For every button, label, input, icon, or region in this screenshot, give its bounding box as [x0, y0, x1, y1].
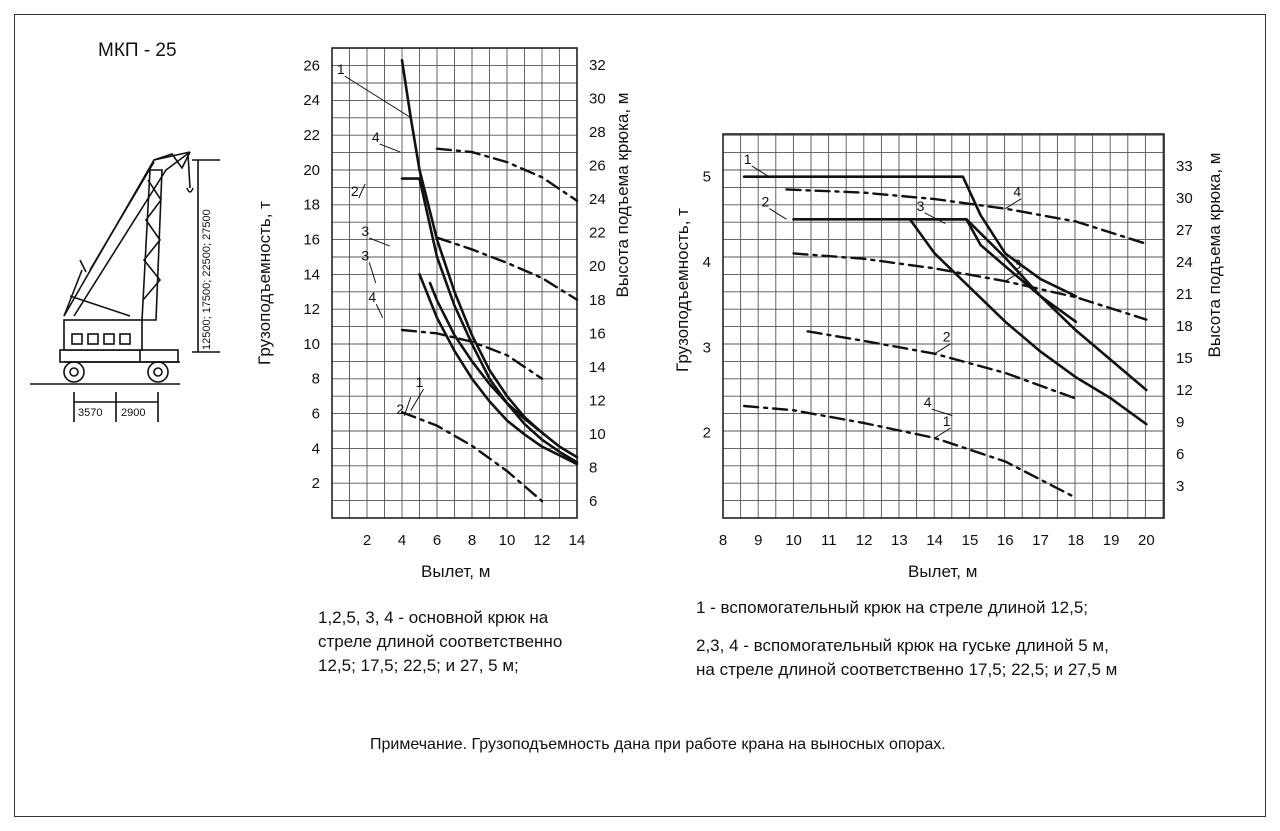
x-tick-label: 10 — [498, 532, 516, 549]
y-right-tick-label: 20 — [589, 258, 606, 276]
y-right-tick-label: 28 — [589, 123, 606, 141]
y-right-axis-label: Высота подъема крюка, м — [1205, 152, 1224, 358]
x-tick-label: 9 — [754, 532, 763, 549]
y-right-tick-label: 16 — [589, 325, 606, 343]
y-right-tick-label: 12 — [589, 392, 606, 410]
y-tick-label: 12 — [303, 301, 320, 319]
series-label-capacity-3: 3 — [916, 197, 925, 214]
series-label-height-2: 2 — [942, 328, 951, 345]
x-tick-label: 14 — [926, 532, 944, 549]
y-right-tick-label: 26 — [589, 157, 606, 175]
y-right-axis-label: Высота подъема крюка, м — [613, 92, 632, 298]
series-label-height-4: 4 — [371, 129, 380, 145]
x-axis-label: Вылет, м — [421, 562, 491, 581]
x-tick-label: 14 — [568, 532, 586, 549]
series-height-2 — [808, 328, 1076, 398]
series-label-leader-height-4 — [1005, 199, 1021, 209]
y-right-tick-label: 22 — [589, 224, 606, 242]
series-label-height-3: 3 — [361, 223, 370, 239]
y-right-tick-label: 24 — [589, 191, 606, 209]
y-right-tick-label: 18 — [589, 291, 606, 309]
x-tick-label: 2 — [362, 532, 372, 549]
y-right-tick-label: 21 — [1176, 286, 1193, 303]
x-tick-label: 15 — [961, 532, 979, 549]
y-right-tick-label: 32 — [589, 56, 606, 74]
footnote: Примечание. Грузоподъемность дана при работе крана на выносных опорах. — [370, 736, 946, 753]
plot-frame — [723, 134, 1164, 518]
y-tick-label: 3 — [702, 339, 711, 357]
y-right-tick-label: 12 — [1176, 382, 1193, 399]
y-tick-label: 18 — [303, 196, 320, 214]
caption-right-spacer — [696, 620, 1117, 634]
series-label-capacity-1: 1 — [336, 61, 345, 78]
crane-dim-height: 12500; 17500; 22500; 27500 — [201, 209, 213, 350]
series-label-height-3: 3 — [1013, 256, 1022, 273]
y-tick-label: 20 — [303, 161, 320, 179]
y-right-tick-label: 14 — [589, 358, 606, 376]
y-tick-label: 6 — [311, 405, 320, 423]
series-label-capacity-3: 3 — [361, 247, 370, 264]
caption-right — [696, 596, 1117, 682]
y-tick-label: 4 — [702, 254, 711, 271]
y-right-tick-label: 3 — [1176, 478, 1185, 495]
y-tick-label: 10 — [303, 335, 320, 353]
caption-right-line: 1 - вспомогательный крюк на стреле длиной 12,5; — [696, 598, 1089, 617]
x-axis-label: Вылет, м — [908, 562, 978, 581]
series-label-height-2: 2 — [396, 400, 405, 417]
caption-left-line: 12,5; 17,5; 22,5; и 27, 5 м; — [318, 656, 519, 675]
caption-left-line: стреле длиной соответственно — [318, 632, 563, 651]
y-right-tick-label: 10 — [589, 426, 606, 444]
y-tick-label: 8 — [311, 370, 320, 388]
y-right-tick-label: 30 — [589, 90, 606, 108]
x-tick-label: 12 — [533, 532, 551, 549]
x-tick-label: 4 — [397, 532, 407, 549]
caption-right-line: на стреле длиной соответственно 17,5; 22,5; и 27,5 м — [696, 660, 1118, 679]
x-tick-label: 10 — [785, 532, 802, 549]
y-tick-label: 24 — [303, 92, 320, 110]
x-tick-label: 6 — [432, 532, 442, 549]
series-capacity-1 — [744, 177, 1076, 296]
y-tick-label: 2 — [702, 424, 711, 442]
series-height-1 — [744, 406, 1076, 498]
caption-left-line: 1,2,5, 3, 4 - основной крюк на — [318, 608, 549, 627]
series-label-leader-height-2 — [935, 344, 951, 354]
series-label-capacity-2: 2 — [350, 182, 359, 199]
y-tick-label: 2 — [311, 475, 320, 493]
series-label-capacity-4: 4 — [368, 289, 377, 306]
series-label-height-4: 4 — [1013, 183, 1022, 200]
series-label-capacity-1: 1 — [743, 150, 752, 167]
x-tick-label: 8 — [467, 532, 477, 549]
caption-right-line: 2,3, 4 - вспомогательный крюк на гуське длиной 5 м, — [696, 636, 1109, 655]
crane-dim-width2: 2900 — [121, 407, 146, 419]
y-axis-label: Грузоподъемность, т — [673, 208, 692, 372]
y-tick-label: 4 — [311, 440, 320, 458]
x-tick-label: 20 — [1138, 532, 1155, 549]
y-tick-label: 5 — [702, 168, 711, 186]
y-right-tick-label: 27 — [1176, 222, 1193, 239]
x-tick-label: 13 — [891, 532, 908, 549]
series-label-height-1: 1 — [415, 374, 424, 391]
y-right-tick-label: 6 — [589, 493, 598, 511]
series-label-leader-capacity-1 — [752, 166, 769, 177]
series-capacity-4 — [910, 219, 1146, 424]
y-tick-label: 22 — [303, 127, 320, 145]
y-right-tick-label: 33 — [1176, 158, 1193, 175]
y-right-tick-label: 8 — [589, 459, 598, 477]
y-tick-label: 16 — [303, 231, 320, 249]
series-label-capacity-2: 2 — [761, 193, 770, 210]
x-tick-label: 12 — [855, 532, 873, 549]
y-right-tick-label: 18 — [1176, 318, 1193, 335]
y-right-tick-label: 6 — [1176, 446, 1185, 463]
series-label-capacity-4: 4 — [923, 394, 932, 411]
y-tick-label: 14 — [303, 266, 320, 284]
x-tick-label: 17 — [1032, 532, 1049, 549]
x-tick-label: 18 — [1067, 532, 1085, 549]
y-right-tick-label: 24 — [1176, 254, 1193, 271]
y-axis-label: Грузоподъемность, т — [255, 201, 274, 365]
crane-dim-width1: 3570 — [78, 407, 103, 419]
x-tick-label: 16 — [996, 532, 1014, 549]
y-tick-label: 26 — [303, 57, 320, 75]
x-tick-label: 11 — [821, 532, 837, 549]
x-tick-label: 19 — [1102, 532, 1120, 549]
caption-left — [318, 606, 562, 678]
x-tick-label: 8 — [718, 532, 728, 549]
y-right-tick-label: 15 — [1176, 350, 1193, 367]
series-label-leader-height-1 — [935, 428, 951, 438]
y-right-tick-label: 9 — [1176, 414, 1185, 431]
series-capacity-2 — [794, 219, 1076, 321]
series-label-leader-capacity-2 — [769, 209, 786, 220]
crane-model-title: МКП - 25 — [98, 40, 177, 61]
y-right-tick-label: 30 — [1176, 190, 1193, 207]
series-label-height-1: 1 — [942, 413, 951, 429]
